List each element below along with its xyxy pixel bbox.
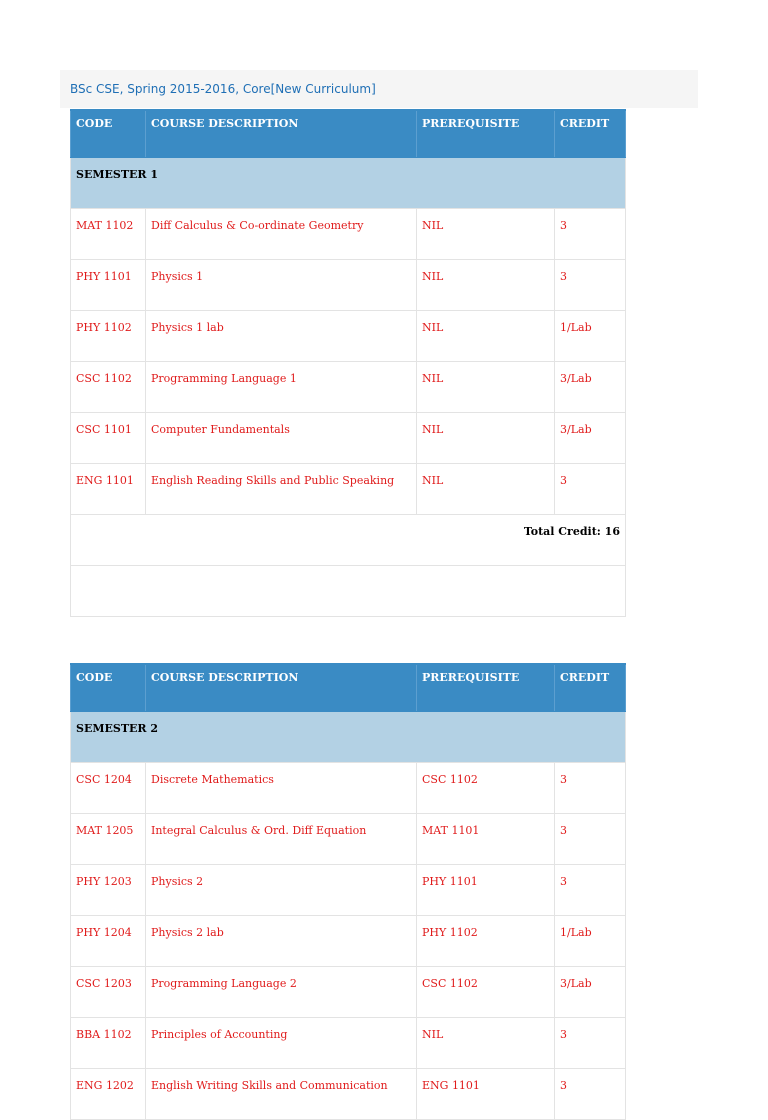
course-code: CSC 1102 [71, 362, 146, 413]
course-code: CSC 1203 [71, 967, 146, 1018]
table-row [71, 464, 626, 515]
total-row [71, 515, 626, 566]
course-credit: 3 [555, 763, 626, 814]
semester-label: SEMESTER 1 [71, 158, 626, 209]
course-description: Diff Calculus & Co-ordinate Geometry [146, 209, 417, 260]
course-prerequisite: NIL [417, 413, 555, 464]
course-description: Discrete Mathematics [146, 763, 417, 814]
empty-cell [71, 566, 626, 617]
course-description: Principles of Accounting [146, 1018, 417, 1069]
course-code: PHY 1101 [71, 260, 146, 311]
course-code: CSC 1204 [71, 763, 146, 814]
course-code: MAT 1205 [71, 814, 146, 865]
course-credit: 3/Lab [555, 413, 626, 464]
course-credit: 3 [555, 1069, 626, 1120]
total-credit: Total Credit: 16 [71, 515, 626, 566]
course-description: Programming Language 1 [146, 362, 417, 413]
course-credit: 3/Lab [555, 362, 626, 413]
empty-row [71, 566, 626, 617]
course-prerequisite: NIL [417, 464, 555, 515]
page-title: BSc CSE, Spring 2015-2016, Core[New Curriculum] [70, 82, 376, 96]
course-prerequisite: NIL [417, 209, 555, 260]
table-row [71, 413, 626, 464]
course-credit: 3 [555, 814, 626, 865]
course-prerequisite: PHY 1102 [417, 916, 555, 967]
table-header-row [71, 110, 626, 158]
course-code: CSC 1101 [71, 413, 146, 464]
course-code: PHY 1102 [71, 311, 146, 362]
course-description: Physics 1 [146, 260, 417, 311]
column-header-prerequisite: PREREQUISITE [417, 110, 555, 158]
course-prerequisite: NIL [417, 1018, 555, 1069]
table-row [71, 311, 626, 362]
course-prerequisite: CSC 1102 [417, 967, 555, 1018]
table-row [71, 362, 626, 413]
course-description: Integral Calculus & Ord. Diff Equation [146, 814, 417, 865]
course-description: Programming Language 2 [146, 967, 417, 1018]
course-description: Physics 2 lab [146, 916, 417, 967]
semester-1-table [70, 109, 626, 617]
semester-2-table [70, 663, 626, 1120]
course-credit: 3 [555, 1018, 626, 1069]
table-row [71, 916, 626, 967]
table-row [71, 260, 626, 311]
table-row [71, 865, 626, 916]
table-header-row [71, 664, 626, 712]
course-credit: 3/Lab [555, 967, 626, 1018]
course-code: PHY 1203 [71, 865, 146, 916]
course-credit: 3 [555, 209, 626, 260]
course-prerequisite: NIL [417, 362, 555, 413]
course-prerequisite: PHY 1101 [417, 865, 555, 916]
course-prerequisite: NIL [417, 260, 555, 311]
course-credit: 1/Lab [555, 311, 626, 362]
course-description: Physics 2 [146, 865, 417, 916]
course-description: Computer Fundamentals [146, 413, 417, 464]
course-prerequisite: CSC 1102 [417, 763, 555, 814]
course-credit: 3 [555, 260, 626, 311]
table-row [71, 1018, 626, 1069]
semester-row [71, 158, 626, 209]
page-header [60, 70, 698, 108]
column-header-description: COURSE DESCRIPTION [146, 664, 417, 712]
column-header-description: COURSE DESCRIPTION [146, 110, 417, 158]
course-description: English Writing Skills and Communication [146, 1069, 417, 1120]
semester-label: SEMESTER 2 [71, 712, 626, 763]
course-prerequisite: ENG 1101 [417, 1069, 555, 1120]
course-prerequisite: MAT 1101 [417, 814, 555, 865]
table-row [71, 763, 626, 814]
table-row [71, 967, 626, 1018]
course-description: Physics 1 lab [146, 311, 417, 362]
course-code: MAT 1102 [71, 209, 146, 260]
semester-row [71, 712, 626, 763]
table-row [71, 209, 626, 260]
course-prerequisite: NIL [417, 311, 555, 362]
column-header-code: CODE [71, 110, 146, 158]
course-code: ENG 1202 [71, 1069, 146, 1120]
course-description: English Reading Skills and Public Speaking [146, 464, 417, 515]
course-code: PHY 1204 [71, 916, 146, 967]
course-code: BBA 1102 [71, 1018, 146, 1069]
column-header-code: CODE [71, 664, 146, 712]
table-row [71, 814, 626, 865]
course-credit: 3 [555, 865, 626, 916]
course-code: ENG 1101 [71, 464, 146, 515]
column-header-credit: CREDIT [555, 110, 626, 158]
course-credit: 3 [555, 464, 626, 515]
table-row [71, 1069, 626, 1120]
column-header-prerequisite: PREREQUISITE [417, 664, 555, 712]
course-credit: 1/Lab [555, 916, 626, 967]
column-header-credit: CREDIT [555, 664, 626, 712]
